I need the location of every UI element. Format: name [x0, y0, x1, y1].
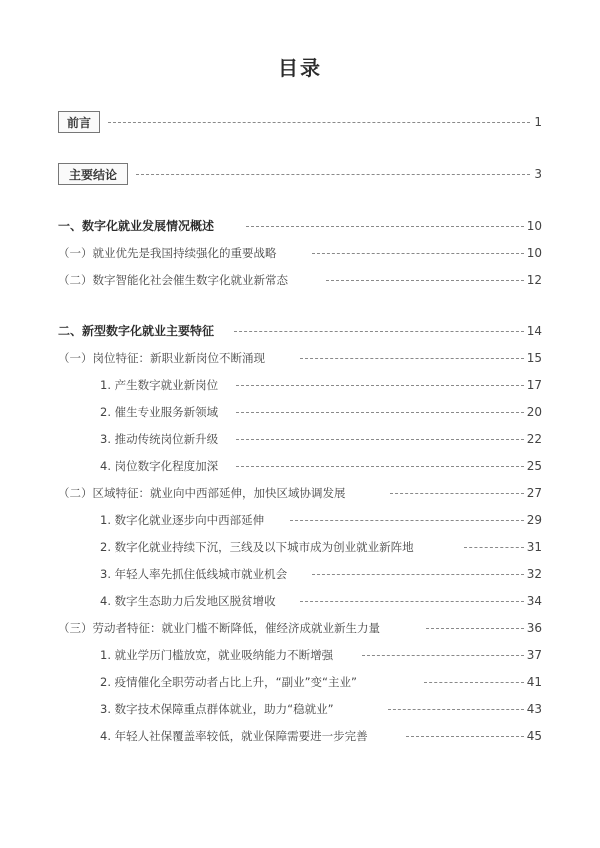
toc-item[interactable] — [0, 242, 600, 264]
page-number: 32 — [526, 567, 542, 581]
toc-section-2[interactable] — [0, 320, 600, 342]
section-label: 二、新型数字化就业主要特征 — [58, 324, 215, 338]
item-label: 4. 岗位数字化程度加深 — [100, 459, 219, 473]
dot-leader — [426, 628, 524, 629]
dot-leader — [236, 385, 524, 386]
dot-leader — [406, 736, 524, 737]
item-label: （二）数字智能化社会催生数字化就业新常态 — [58, 273, 288, 287]
page-number: 14 — [526, 324, 542, 338]
dot-leader — [236, 466, 524, 467]
page-number: 34 — [526, 594, 542, 608]
toc-section-1[interactable] — [0, 215, 600, 237]
toc-item[interactable] — [0, 401, 600, 423]
page-number: 12 — [526, 273, 542, 287]
dot-leader — [236, 439, 524, 440]
item-label: 3. 推动传统岗位新升级 — [100, 432, 219, 446]
item-label: 2. 数字化就业持续下沉，三线及以下城市成为创业就业新阵地 — [100, 540, 414, 554]
page-number: 3 — [534, 167, 542, 181]
dot-leader — [390, 493, 524, 494]
page-number: 29 — [526, 513, 542, 527]
dot-leader — [136, 174, 530, 175]
toc-subsection[interactable] — [0, 482, 600, 504]
toc-entry-conclusions[interactable] — [0, 163, 600, 185]
dot-leader — [236, 412, 524, 413]
toc-item[interactable] — [0, 455, 600, 477]
dot-leader — [312, 253, 524, 254]
item-label: 2. 疫情催化全职劳动者占比上升，“副业”变“主业” — [100, 675, 357, 689]
toc-item[interactable] — [0, 509, 600, 531]
dot-leader — [300, 358, 524, 359]
item-label: 3. 数字技术保障重点群体就业，助力“稳就业” — [100, 702, 334, 716]
toc-item[interactable] — [0, 563, 600, 585]
item-label: 4. 数字生态助力后发地区脱贫增收 — [100, 594, 276, 608]
item-label: 2. 催生专业服务新领域 — [100, 405, 219, 419]
page-number: 37 — [526, 648, 542, 662]
dot-leader — [362, 655, 524, 656]
dot-leader — [464, 547, 524, 548]
page-number: 17 — [526, 378, 542, 392]
toc-entry-preface[interactable] — [0, 111, 600, 133]
toc-label-box: 前言 — [58, 111, 100, 133]
toc-item[interactable] — [0, 536, 600, 558]
item-label: （一）就业优先是我国持续强化的重要战略 — [58, 246, 277, 260]
page-number: 43 — [526, 702, 542, 716]
dot-leader — [290, 520, 524, 521]
subsection-label: （一）岗位特征：新职业新岗位不断涌现 — [58, 351, 265, 365]
page-number: 15 — [526, 351, 542, 365]
page-number: 31 — [526, 540, 542, 554]
dot-leader — [388, 709, 524, 710]
page-number: 20 — [526, 405, 542, 419]
toc-item[interactable] — [0, 725, 600, 747]
page-number: 27 — [526, 486, 542, 500]
dot-leader — [424, 682, 524, 683]
page-number: 36 — [526, 621, 542, 635]
toc-item[interactable] — [0, 698, 600, 720]
toc-subsection[interactable] — [0, 347, 600, 369]
dot-leader — [326, 280, 524, 281]
toc-item[interactable] — [0, 590, 600, 612]
subsection-label: （三）劳动者特征：就业门槛不断降低，催经济成就业新生力量 — [58, 621, 380, 635]
dot-leader — [234, 331, 524, 332]
item-label: 3. 年轻人率先抓住低线城市就业机会 — [100, 567, 288, 581]
page-number: 41 — [526, 675, 542, 689]
item-label: 1. 产生数字就业新岗位 — [100, 378, 219, 392]
toc-item[interactable] — [0, 428, 600, 450]
toc-item[interactable] — [0, 671, 600, 693]
page-number: 25 — [526, 459, 542, 473]
page-number: 10 — [526, 246, 542, 260]
dot-leader — [108, 122, 530, 123]
item-label: 4. 年轻人社保覆盖率较低，就业保障需要进一步完善 — [100, 729, 368, 743]
page-number: 45 — [526, 729, 542, 743]
toc-item[interactable] — [0, 644, 600, 666]
subsection-label: （二）区域特征：就业向中西部延伸，加快区域协调发展 — [58, 486, 346, 500]
item-label: 1. 就业学历门槛放宽，就业吸纳能力不断增强 — [100, 648, 334, 662]
page-number: 22 — [526, 432, 542, 446]
toc-label-box: 主要结论 — [58, 163, 128, 185]
page-title: 目录 — [278, 56, 322, 80]
page-number: 10 — [526, 219, 542, 233]
toc-item[interactable] — [0, 374, 600, 396]
section-label: 一、数字化就业发展情况概述 — [58, 219, 215, 233]
dot-leader — [246, 226, 524, 227]
page-number: 1 — [534, 115, 542, 129]
dot-leader — [312, 574, 524, 575]
dot-leader — [300, 601, 524, 602]
item-label: 1. 数字化就业逐步向中西部延伸 — [100, 513, 265, 527]
toc-item[interactable] — [0, 269, 600, 291]
toc-subsection[interactable] — [0, 617, 600, 639]
